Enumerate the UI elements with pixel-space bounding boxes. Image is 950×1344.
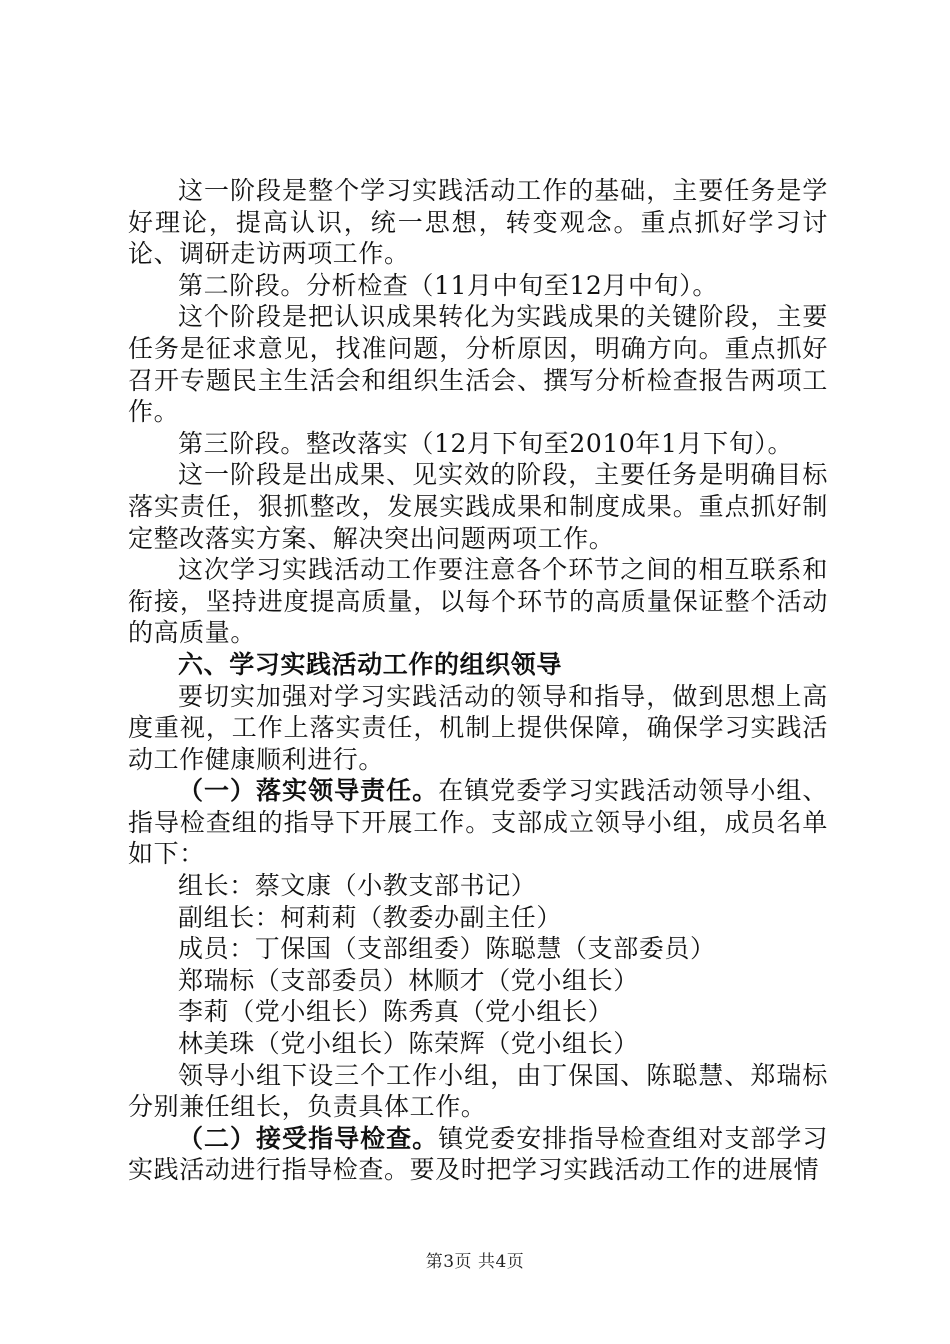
member-deputy-leader: 副组长：柯莉莉（教委办副主任） <box>178 902 563 932</box>
document-body <box>128 175 828 1186</box>
paragraph-stage-three-title: 第三阶段。整改落实（12月下旬至2010年1月下旬）。 <box>178 428 794 458</box>
paragraph-stage-two-desc: 这个阶段是把认识成果转化为实践成果的关键阶段，主要任务是征求意见，找准问题，分析原因，明确方向。重点抓好召开专题民主生活会和组织生活会、撰写分析检查报告两项工作。 <box>128 302 828 427</box>
paragraph-linkage: 这次学习实践活动工作要注意各个环节之间的相互联系和衔接，坚持进度提高质量，以每个环节的高质量保证整个活动的高质量。 <box>128 555 828 648</box>
member-leader: 组长：蔡文康（小教支部书记） <box>178 871 537 901</box>
member-line-2: 郑瑞标（支部委员）林顺才（党小组长） <box>178 965 639 995</box>
paragraph-responsibility <box>128 775 828 870</box>
paragraph-inspection-text: 镇党委安排指导检查组对支部学习实践活动进行指导检查。要及时把学习实践活动工作的进展情 <box>128 1123 828 1185</box>
member-line-1: 成员：丁保国（支部组委）陈聪慧（支部委员） <box>178 934 716 964</box>
page-number: 第3页 共4页 <box>425 1252 525 1272</box>
paragraph-stage-one-desc: 这一阶段是整个学习实践活动工作的基础，主要任务是学好理论，提高认识，统一思想，转变观念。重点抓好学习讨论、调研走访两项工作。 <box>128 176 828 269</box>
paragraph-stage-three-desc: 这一阶段是出成果、见实效的阶段，主要任务是明确目标落实责任，狠抓整改，发展实践成果和制度成果。重点抓好制定整改落实方案、解决突出问题两项工作。 <box>128 460 828 553</box>
paragraph-work-groups: 领导小组下设三个工作小组，由丁保国、陈聪慧、郑瑞标分别兼任组长，负责具体工作。 <box>128 1060 828 1122</box>
page-footer <box>0 1247 950 1272</box>
member-line-4: 林美珠（党小组长）陈荣辉（党小组长） <box>178 1029 639 1059</box>
paragraph-inspection <box>128 1123 828 1186</box>
paragraph-stage-two-title: 第二阶段。分析检查（11月中旬至12月中旬）。 <box>178 270 718 300</box>
subheading-responsibility: （一）落实领导责任。 <box>178 776 439 806</box>
paragraph-leadership: 要切实加强对学习实践活动的领导和指导，做到思想上高度重视，工作上落实责任，机制上提供保障，确保学习实践活动工作健康顺利进行。 <box>128 681 828 774</box>
paragraph-responsibility-text: 在镇党委学习实践活动领导小组、指导检查组的指导下开展工作。支部成立领导小组，成员名单如下： <box>128 776 828 869</box>
section-heading-organization: 六、学习实践活动工作的组织领导 <box>178 649 563 679</box>
member-line-3: 李莉（党小组长）陈秀真（党小组长） <box>178 997 614 1027</box>
subheading-inspection: （二）接受指导检查。 <box>178 1123 439 1153</box>
